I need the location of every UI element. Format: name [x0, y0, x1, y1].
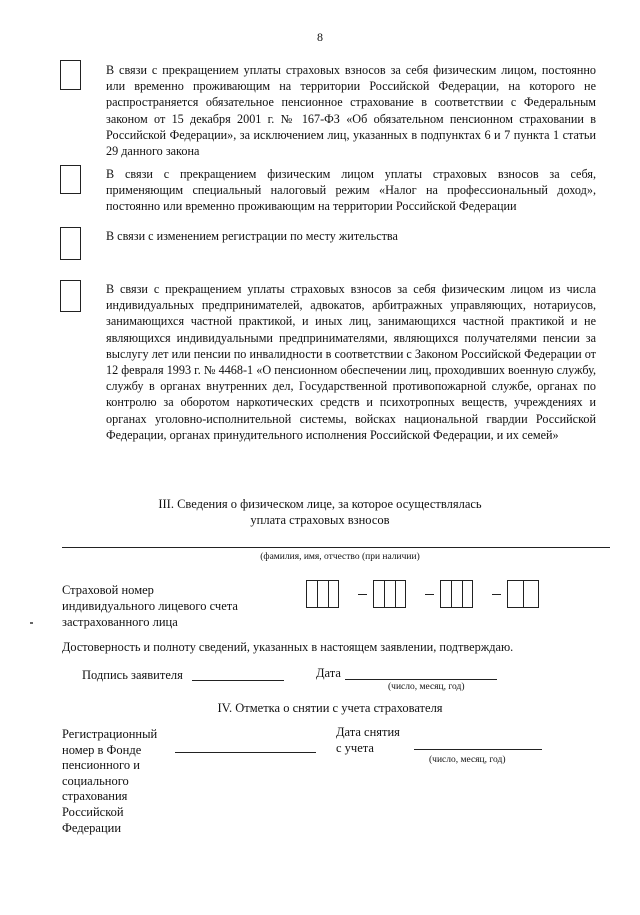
- snils-label-2: индивидуального лицевого счета: [62, 599, 238, 613]
- option-2-text: В связи с прекращением физическим лицом уплаты страховых взносов за себя, применяющим специальный налоговый режим «Налог на профессиональный доход», постоянно или временно проживающим на территории Российской Федерации: [106, 167, 596, 214]
- section-3-title-line-2: уплата страховых взносов: [250, 513, 390, 527]
- snils-digit-box[interactable]: [317, 580, 328, 608]
- reg-label-line: номер в Фонде: [62, 742, 142, 757]
- option-4-text: В связи с прекращением уплаты страховых взносов за себя физическим лицом из числа индивидуальных предпринимателей, адвокатов, арбитражных управляющих, нотариусов, занимающихся частной практикой, и иных лиц, занимающихся частной практикой и не являющихся индивидуальными предпринимателями, являющихся получателями пенсии за выслугу лет или пенсии по инвалидности в соответствии с Законом Российской Федерации от 12 февраля 1993 г. № 4468-1 «О пенсионном обеспечении лиц, проходивших военную службу, службу в органах внутренних дел, Государственной противопожарной службе, органах по контролю за оборотом наркотических средств и психотропных веществ, учреждениях и органах уголовно-исполнительной системы, войсках национальной гвардии Российской Федерации, органах принудительного исполнения Российской Федерации, и их семей»: [106, 282, 596, 442]
- registration-number-input-line[interactable]: [175, 752, 316, 753]
- date-input-line[interactable]: [345, 679, 497, 680]
- option-4-checkbox[interactable]: [60, 280, 81, 312]
- snils-group-4[interactable]: [507, 580, 539, 608]
- margin-mark: [30, 622, 33, 624]
- snils-separator: [492, 594, 501, 595]
- snils-digit-box[interactable]: [384, 580, 395, 608]
- snils-digit-box[interactable]: [462, 580, 473, 608]
- snils-digit-box[interactable]: [328, 580, 339, 608]
- snils-digit-box[interactable]: [507, 580, 523, 608]
- option-1-checkbox[interactable]: [60, 60, 81, 90]
- registration-number-label: [62, 727, 157, 836]
- confirm-text: Достоверность и полноту сведений, указанных в настоящем заявлении, подтверждаю.: [62, 640, 514, 654]
- signature-label: Подпись заявителя: [82, 668, 183, 682]
- option-1-text: В связи с прекращением уплаты страховых взносов за себя физическим лицом, постоянно или временно проживающим на территории Российской Федерации, на которого не распространяется обязательное пенсионное страхование в соответствии с Федеральным законом от 15 декабря 2001 г. № 167-ФЗ «Об обязательном пенсионном страховании в Российской Федерации», за исключением лиц, указанных в подпунктах 6 и 7 пункта 1 статьи 29 данного закона: [106, 63, 596, 159]
- option-3-checkbox[interactable]: [60, 227, 81, 260]
- snils-separator: [425, 594, 434, 595]
- snils-label-1: Страховой номер: [62, 583, 154, 597]
- snils-digit-box[interactable]: [373, 580, 384, 608]
- section-4-title: IV. Отметка о снятии с учета страхователя: [217, 701, 443, 715]
- date-caption: (число, месяц, год): [388, 682, 465, 692]
- signature-input-line[interactable]: [192, 680, 284, 681]
- reg-label-line: Федерации: [62, 820, 122, 835]
- snils-digit-box[interactable]: [440, 580, 451, 608]
- snils-digit-box[interactable]: [395, 580, 406, 608]
- snils-digit-box[interactable]: [306, 580, 317, 608]
- option-2-checkbox[interactable]: [60, 165, 81, 194]
- section-3-title-line-1: III. Сведения о физическом лице, за которое осуществлялась: [158, 497, 482, 511]
- snils-group-3[interactable]: [440, 580, 473, 608]
- removal-date-label-1: Дата снятия: [336, 725, 400, 739]
- reg-label-line: пенсионного и: [62, 758, 140, 773]
- fio-input-line[interactable]: [62, 547, 610, 548]
- removal-date-caption: (число, месяц, год): [429, 755, 506, 765]
- snils-digit-box[interactable]: [451, 580, 462, 608]
- fio-caption: (фамилия, имя, отчество (при наличии): [260, 552, 420, 562]
- page-number: 8: [317, 30, 323, 44]
- snils-digit-box[interactable]: [523, 580, 539, 608]
- reg-label-line: Российской: [62, 804, 124, 819]
- option-3-text: В связи с изменением регистрации по месту жительства: [106, 229, 398, 243]
- snils-label-3: застрахованного лица: [62, 615, 178, 629]
- removal-date-input-line[interactable]: [414, 749, 542, 750]
- date-label: Дата: [316, 666, 341, 680]
- reg-label-line: страхования: [62, 789, 128, 804]
- removal-date-label-2: с учета: [336, 741, 374, 755]
- reg-label-line: Регистрационный: [62, 727, 158, 741]
- snils-group-2[interactable]: [373, 580, 406, 608]
- reg-label-line: социального: [62, 773, 129, 788]
- snils-group-1[interactable]: [306, 580, 339, 608]
- snils-separator: [358, 594, 367, 595]
